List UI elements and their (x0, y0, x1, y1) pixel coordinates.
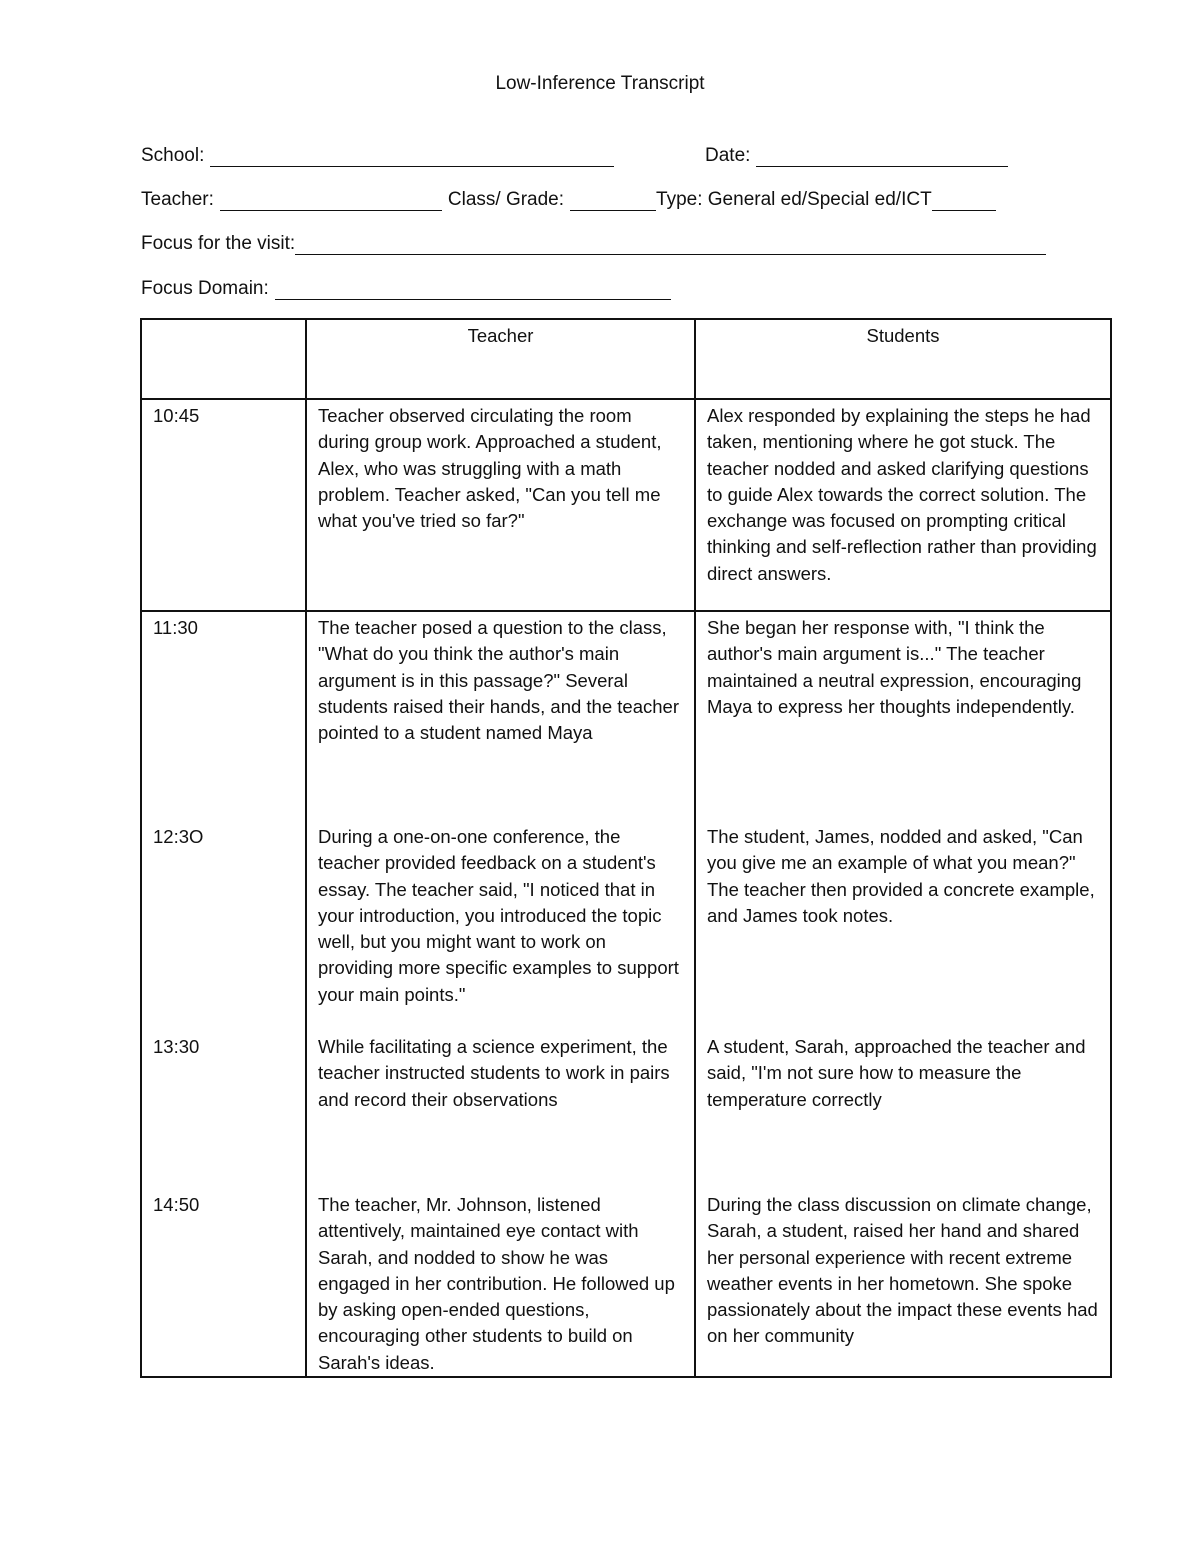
students-cell: Alex responded by explaining the steps he had taken, mentioning where he got stuck. The teacher nodded and asked clarifying questions to guide Alex towards the correct solution. The exchange was focused on prompting critical thinking and self-reflection rather than providing direct answers. (695, 399, 1111, 611)
school-label: School: (141, 145, 205, 166)
time-cell: 11:30 (141, 611, 306, 821)
time-cell: 10:45 (141, 399, 306, 611)
focus-visit-field[interactable] (141, 233, 1046, 255)
table-row (141, 1031, 1111, 1189)
class-label: Class/ Grade: (447, 189, 565, 210)
focus-visit-label: Focus for the visit: (141, 233, 296, 254)
focus-visit-blank[interactable] (295, 236, 1046, 255)
time-cell: 13:30 (141, 1031, 306, 1189)
date-label: Date: (705, 145, 751, 166)
table-row (141, 611, 1111, 821)
teacher-blank[interactable] (220, 192, 442, 211)
table-header-row (141, 319, 1111, 399)
type-blank[interactable] (932, 192, 996, 211)
students-cell: The student, James, nodded and asked, "Can you give me an example of what you mean?" The teacher then provided a concrete example, and James took notes. (695, 821, 1111, 1031)
school-blank[interactable] (210, 148, 614, 167)
header-students: Students (695, 319, 1111, 399)
focus-domain-field[interactable] (141, 278, 671, 300)
teacher-cell: During a one-on-one conference, the teacher provided feedback on a student's essay. The teacher said, "I noticed that in your introduction, you introduced the topic well, but you might want to work on providing more specific examples to support your main points." (306, 821, 695, 1031)
date-blank[interactable] (756, 148, 1008, 167)
transcript-table (140, 318, 1112, 1378)
focus-domain-blank[interactable] (275, 281, 671, 300)
teacher-cell: The teacher, Mr. Johnson, listened attentively, maintained eye contact with Sarah, and nodded to show he was engaged in her contribution. He followed up by asking open-ended questions, encouraging other students to build on Sarah's ideas. (306, 1189, 695, 1377)
students-cell: During the class discussion on climate change, Sarah, a student, raised her hand and shared her personal experience with recent extreme weather events in her hometown. She spoke passionately about the impact these events had on her community (695, 1189, 1111, 1377)
focus-domain-label: Focus Domain: (141, 278, 269, 299)
students-cell: A student, Sarah, approached the teacher and said, "I'm not sure how to measure the temperature correctly (695, 1031, 1111, 1189)
teacher-cell: Teacher observed circulating the room during group work. Approached a student, Alex, who was struggling with a math problem. Teacher asked, "Can you tell me what you've tried so far?" (306, 399, 695, 611)
teacher-cell: The teacher posed a question to the class, "What do you think the author's main argument is in this passage?" Several students raised their hands, and the teacher pointed to a student named Maya (306, 611, 695, 821)
teacher-cell: While facilitating a science experiment, the teacher instructed students to work in pairs and record their observations (306, 1031, 695, 1189)
date-field[interactable] (705, 145, 1008, 167)
class-blank[interactable] (570, 192, 656, 211)
teacher-class-type-row (141, 189, 996, 211)
table-row (141, 399, 1111, 611)
students-cell: She began her response with, "I think the author's main argument is..." The teacher maintained a neutral expression, encouraging Maya to express her thoughts independently. (695, 611, 1111, 821)
table-row (141, 1189, 1111, 1377)
time-cell: 12:3O (141, 821, 306, 1031)
page-title: Low-Inference Transcript (495, 73, 705, 94)
school-field[interactable] (141, 145, 614, 167)
teacher-label: Teacher: (141, 189, 214, 210)
table-row (141, 821, 1111, 1031)
type-label: Type: General ed/Special ed/ICT (656, 189, 932, 210)
header-teacher: Teacher (306, 319, 695, 399)
time-cell: 14:50 (141, 1189, 306, 1377)
header-time (141, 319, 306, 399)
